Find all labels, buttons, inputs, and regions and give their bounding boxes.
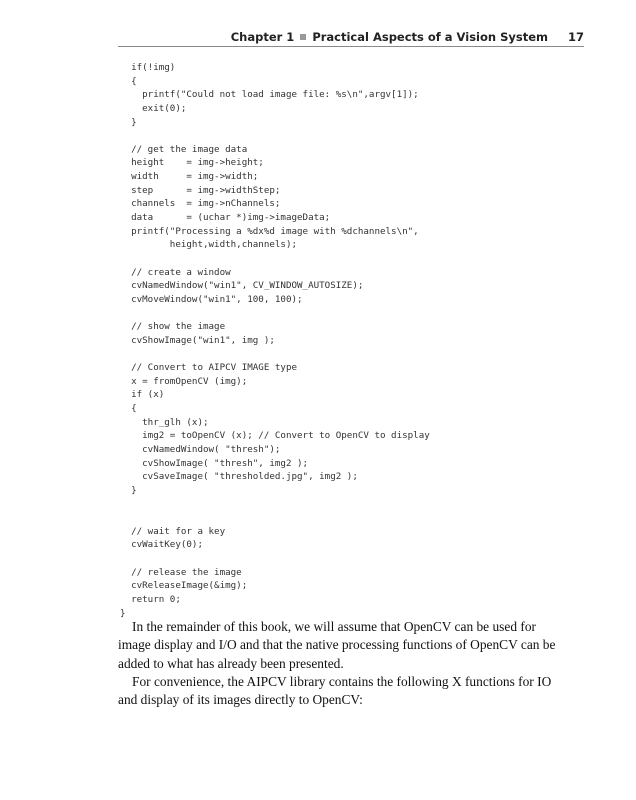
header-separator-square bbox=[300, 34, 306, 40]
code-line: cvSaveImage( "thresholded.jpg", img2 ); bbox=[120, 471, 358, 483]
code-line: cvShowImage("win1", img ); bbox=[120, 334, 275, 346]
code-line: // show the image bbox=[120, 321, 226, 333]
code-line: return 0; bbox=[120, 593, 181, 605]
code-line bbox=[120, 307, 430, 321]
code-line: printf("Processing a %dx%d image with %dchannels\n", bbox=[120, 225, 419, 237]
page-number: 17 bbox=[567, 30, 584, 44]
code-line: // get the image data bbox=[120, 143, 248, 155]
code-line: width = img->width; bbox=[120, 171, 259, 183]
running-header bbox=[118, 28, 584, 47]
code-line bbox=[120, 129, 430, 143]
code-line bbox=[120, 498, 430, 512]
code-line: cvReleaseImage(&img); bbox=[120, 580, 248, 592]
code-line: height,width,channels); bbox=[120, 239, 298, 251]
code-line bbox=[120, 252, 430, 266]
code-line: { bbox=[120, 403, 137, 415]
chapter-label: Chapter 1 bbox=[230, 30, 295, 44]
code-line: data = (uchar *)img->imageData; bbox=[120, 212, 331, 224]
code-line: exit(0); bbox=[120, 102, 187, 114]
code-line: // wait for a key bbox=[120, 525, 226, 537]
code-line: } bbox=[120, 484, 137, 496]
body-text bbox=[118, 618, 558, 709]
code-line: } bbox=[120, 116, 137, 128]
code-line bbox=[120, 347, 430, 361]
paragraph: For convenience, the AIPCV library contains the following X functions for IO and display of its images directly to OpenCV: bbox=[118, 673, 552, 708]
code-line: cvNamedWindow("win1", CV_WINDOW_AUTOSIZE); bbox=[120, 280, 364, 292]
code-line bbox=[120, 511, 430, 525]
paragraph: In the remainder of this book, we will assume that OpenCV can be used for image display and I/O and that the native processing functions of OpenCV can be added to what has already been presented. bbox=[118, 619, 556, 671]
code-line: // release the image bbox=[120, 566, 242, 578]
code-line: printf("Could not load image file: %s\n",argv[1]); bbox=[120, 89, 419, 101]
code-line: img2 = toOpenCV (x); // Convert to OpenCV to display bbox=[120, 430, 430, 442]
code-line: } bbox=[120, 607, 126, 619]
code-line: { bbox=[120, 75, 137, 87]
code-line: if (x) bbox=[120, 389, 165, 401]
header-text-group bbox=[231, 28, 584, 46]
code-line: // Convert to AIPCV IMAGE type bbox=[120, 362, 298, 374]
code-line: cvShowImage( "thresh", img2 ); bbox=[120, 457, 309, 469]
code-line: cvWaitKey(0); bbox=[120, 539, 203, 551]
code-line: if(!img) bbox=[120, 62, 176, 73]
code-line bbox=[120, 552, 430, 566]
code-line: cvNamedWindow( "thresh"); bbox=[120, 443, 281, 455]
code-line: // create a window bbox=[120, 266, 231, 278]
code-line: step = img->widthStep; bbox=[120, 184, 281, 196]
code-line: x = fromOpenCV (img); bbox=[120, 375, 248, 387]
code-line: cvMoveWindow("win1", 100, 100); bbox=[120, 293, 303, 305]
code-line: height = img->height; bbox=[120, 157, 264, 169]
code-line: channels = img->nChannels; bbox=[120, 198, 281, 210]
code-listing bbox=[120, 61, 430, 620]
code-line: thr_glh (x); bbox=[120, 416, 209, 428]
chapter-title: Practical Aspects of a Vision System bbox=[312, 30, 548, 44]
